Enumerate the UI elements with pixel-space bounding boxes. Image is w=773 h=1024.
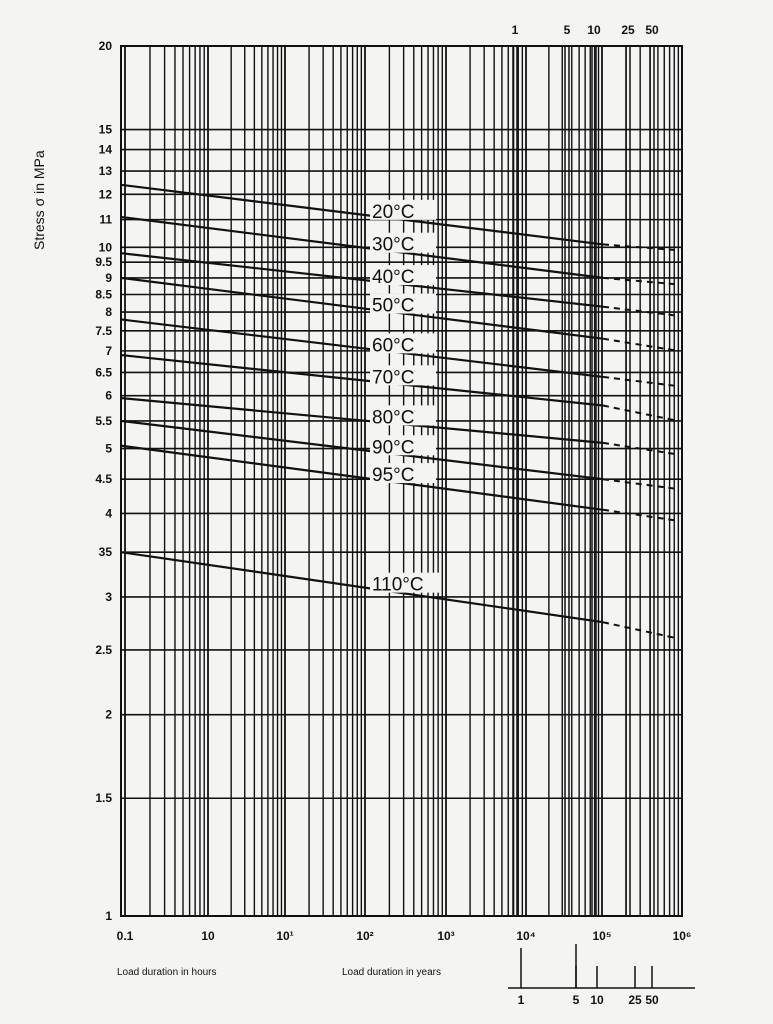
series-label: 20°C (372, 201, 415, 223)
y-tick-label: 5 (105, 441, 112, 456)
y-tick-label: 13 (98, 164, 112, 179)
years-top-label: 5 (563, 23, 571, 37)
y-tick-label: 3 (105, 589, 112, 604)
y-tick-labels (95, 39, 112, 923)
y-tick-label: 4 (105, 506, 112, 521)
y-tick-label: 15 (98, 122, 112, 137)
y-tick-label: 10 (98, 240, 112, 255)
years-top-label: 50 (645, 23, 659, 37)
y-tick-label: 9.5 (95, 255, 112, 270)
x-tick-label: 10⁶ (672, 929, 692, 943)
y-tick-label: 6 (105, 388, 112, 403)
years-top-label: 1 (511, 23, 519, 37)
years-bottom-label: 10 (590, 993, 604, 1007)
series-label: 50°C (372, 295, 415, 317)
series-label: 95°C (372, 465, 415, 487)
years-bottom-label: 1 (517, 993, 525, 1007)
y-tick-label: 11 (99, 212, 112, 227)
y-tick-label: 35 (98, 545, 112, 560)
years-top-label: 10 (587, 23, 601, 37)
years-bottom-label: 25 (628, 993, 642, 1007)
y-tick-label: 20 (98, 39, 112, 53)
y-tick-label: 1 (105, 909, 112, 923)
y-tick-label: 9 (105, 270, 112, 285)
y-tick-label: 4.5 (95, 472, 112, 487)
series-label: 110°C (372, 574, 424, 596)
y-tick-label: 7 (105, 343, 112, 358)
y-tick-label: 8 (105, 305, 112, 320)
y-tick-label: 2.5 (95, 642, 112, 657)
years-bottom-label: 50 (645, 993, 659, 1007)
y-tick-label: 1.5 (95, 791, 112, 806)
years-bottom-label: 5 (572, 993, 580, 1007)
series-label: 90°C (372, 437, 415, 459)
series-label: 70°C (372, 367, 415, 389)
series-label: 60°C (372, 335, 415, 357)
y-tick-label: 5.5 (95, 413, 112, 428)
x-tick-label: 10³ (437, 929, 455, 943)
x-tick-label: 10 (201, 929, 215, 943)
series-label: 80°C (372, 407, 415, 429)
x-tick-label: 10¹ (276, 929, 294, 943)
years-top-label: 25 (621, 23, 635, 37)
x-axis-label-hours: Load duration in hours (117, 967, 217, 978)
y-axis-label: Stress σ in MPa (31, 150, 47, 250)
series-label: 40°C (372, 267, 415, 289)
x-tick-label: 10⁵ (592, 929, 612, 943)
y-tick-label: 6.5 (95, 365, 112, 380)
x-tick-label: 10⁴ (516, 929, 536, 943)
y-tick-label: 8.5 (95, 287, 112, 302)
x-tick-label: 10² (356, 929, 374, 943)
x-tick-label: 0.1 (116, 929, 134, 943)
y-tick-label: 7.5 (95, 323, 112, 338)
series-label: 30°C (372, 234, 415, 256)
x-axis-label-years: Load duration in years (342, 967, 441, 978)
y-tick-label: 14 (98, 142, 112, 157)
y-tick-label: 12 (98, 187, 112, 202)
y-tick-label: 2 (105, 707, 112, 722)
